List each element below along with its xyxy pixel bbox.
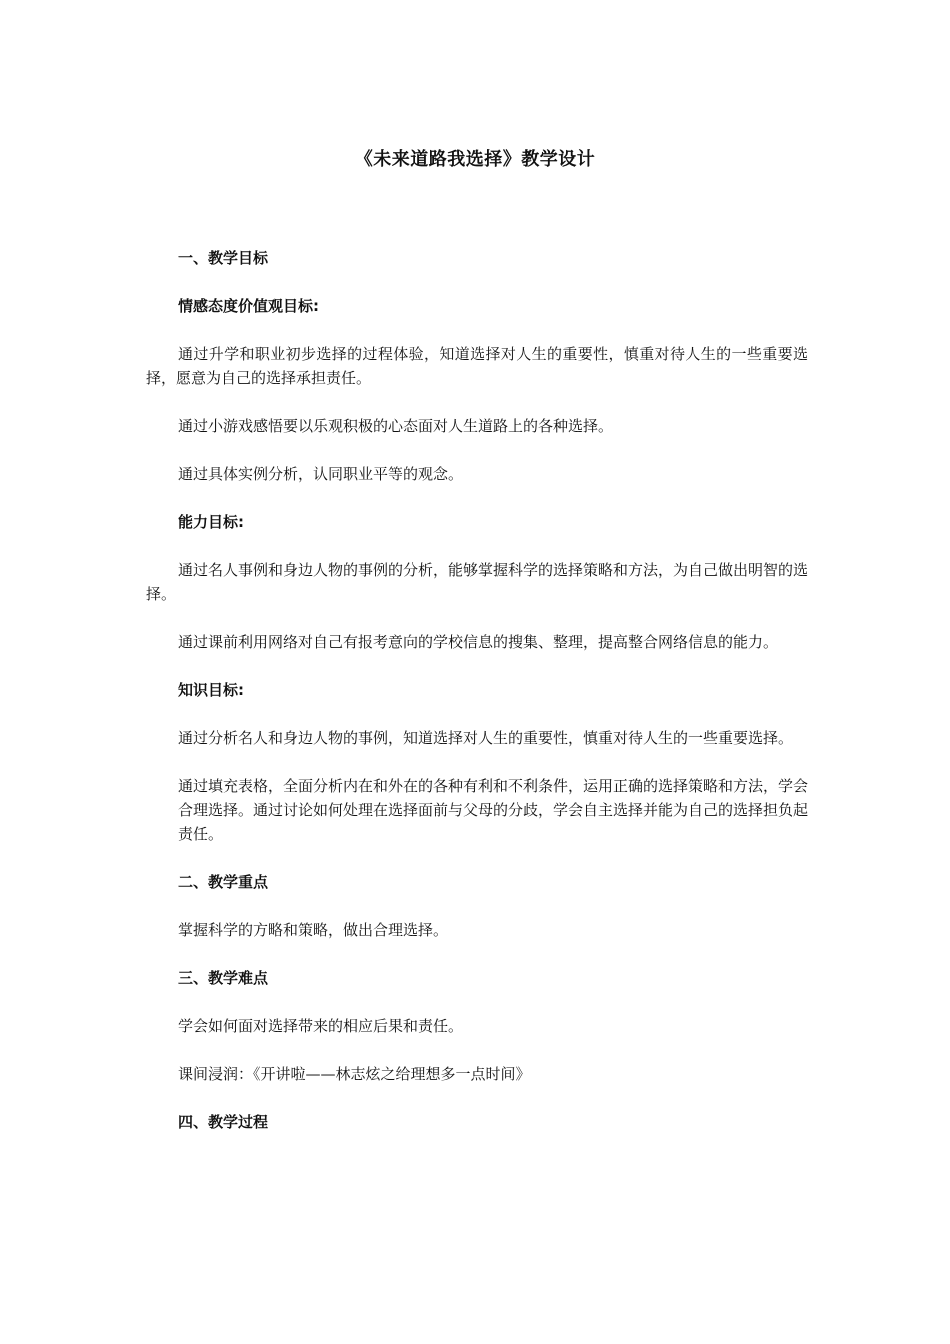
paragraph-break-note: 课间浸润：《开讲啦——林志炫之给理想多一点时间》 xyxy=(178,1065,531,1083)
paragraph-emotion-3: 通过具体实例分析，认同职业平等的观念。 xyxy=(178,465,464,483)
section-heading-process: 四、教学过程 xyxy=(178,1113,269,1131)
document-body xyxy=(146,246,808,1134)
section-heading-goals: 一、教学目标 xyxy=(178,249,269,267)
section-heading-difficulties: 三、教学难点 xyxy=(178,969,269,987)
paragraph-knowledge-2: 通过填充表格，全面分析内在和外在的各种有利和不利条件，运用正确的选择策略和方法，学会合理选择。通过讨论如何处理在选择面前与父母的分歧，学会自主选择并能为自己的选择担负起责任。 xyxy=(178,777,809,843)
paragraph-emotion-2: 通过小游戏感悟要以乐观积极的心态面对人生道路上的各种选择。 xyxy=(178,417,614,435)
paragraph-ability-1: 通过名人事例和身边人物的事例的分析，能够掌握科学的选择策略和方法，为自己做出明智的选择。 xyxy=(146,561,809,603)
paragraph-knowledge-1: 通过分析名人和身边人物的事例，知道选择对人生的重要性，慎重对待人生的一些重要选择。 xyxy=(178,729,794,747)
section-heading-key-points: 二、教学重点 xyxy=(178,873,269,891)
document-title: 《未来道路我选择》教学设计 xyxy=(354,149,596,170)
subheading-ability-goals: 能力目标: xyxy=(178,513,244,531)
paragraph-key-points: 掌握科学的方略和策略，做出合理选择。 xyxy=(178,921,449,939)
paragraph-ability-2: 通过课前利用网络对自己有报考意向的学校信息的搜集、整理，提高整合网络信息的能力。 xyxy=(178,633,779,651)
paragraph-difficulties: 学会如何面对选择带来的相应后果和责任。 xyxy=(178,1017,464,1035)
subheading-knowledge-goals: 知识目标: xyxy=(178,681,244,699)
subheading-emotion-goals: 情感态度价值观目标: xyxy=(178,297,319,315)
paragraph-emotion-1: 通过升学和职业初步选择的过程体验，知道选择对人生的重要性，慎重对待人生的一些重要选择，愿意为自己的选择承担责任。 xyxy=(146,345,808,387)
